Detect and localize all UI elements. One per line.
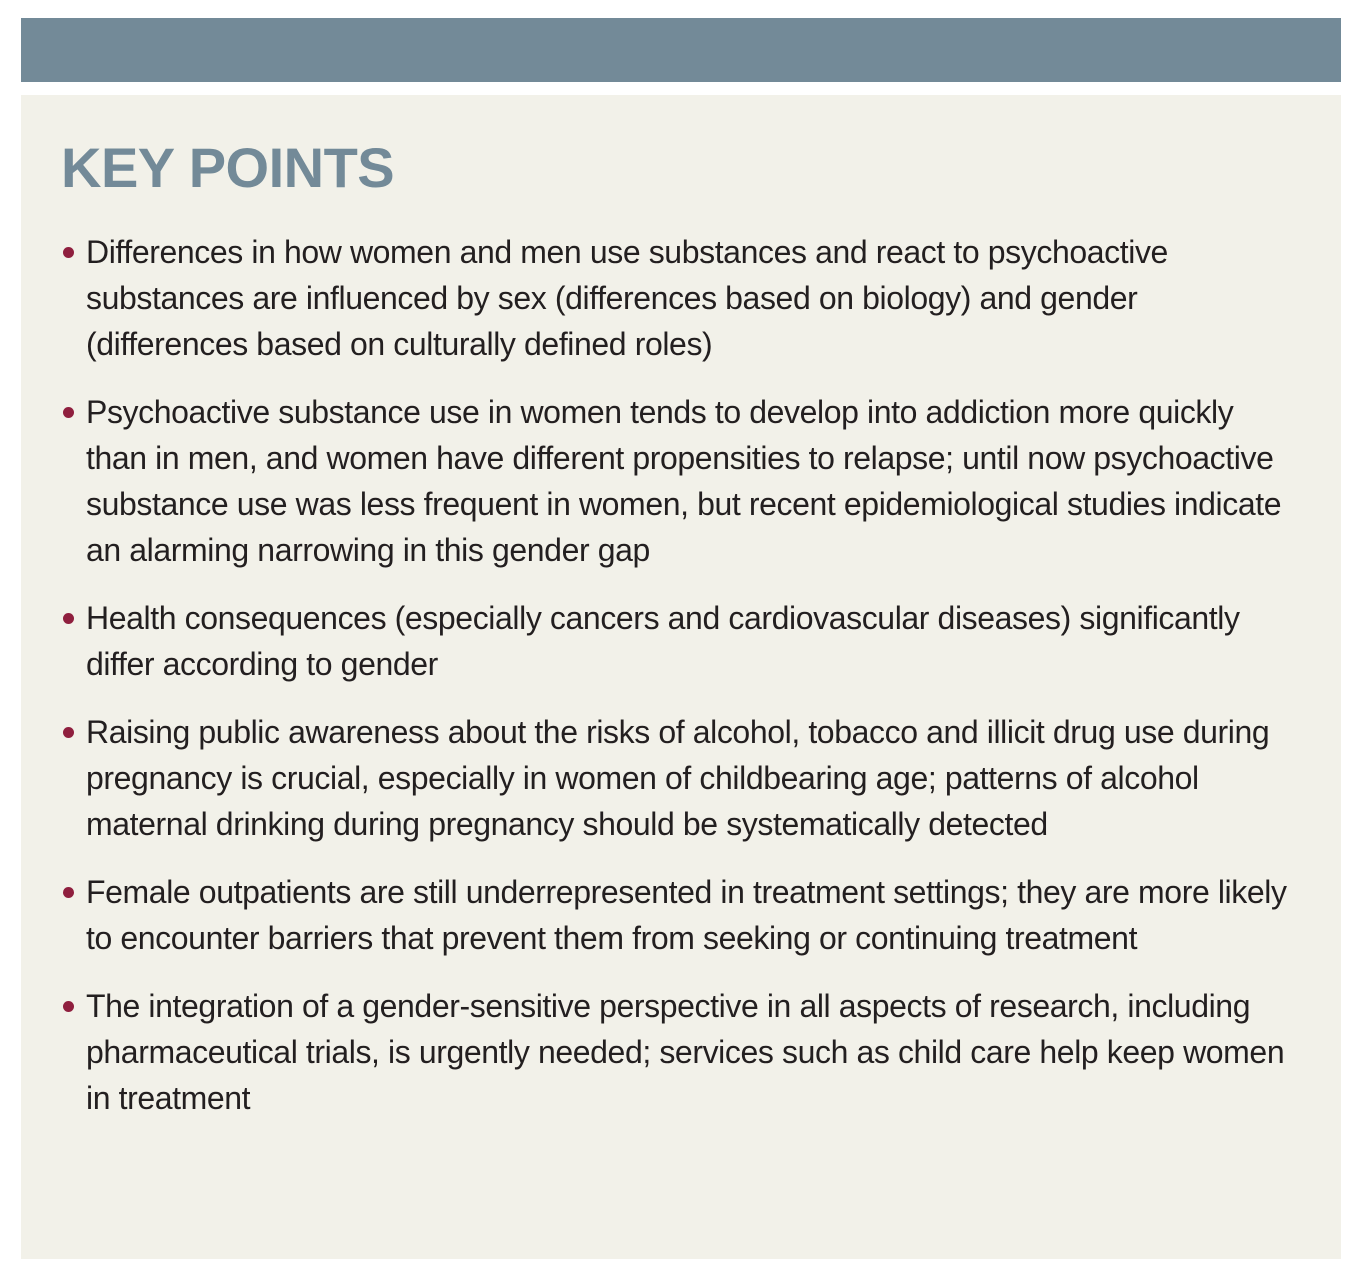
bullet-icon bbox=[63, 887, 74, 898]
key-point-text: Female outpatients are still underrepresented in treatment settings; they are more likely to encounter barriers that prevent them from seeking or continuing treatment bbox=[86, 874, 1287, 956]
header-bar bbox=[21, 18, 1341, 82]
key-point-text: Psychoactive substance use in women tends to develop into addiction more quickly than in men, and women have different propensities to relapse; until now psychoactive substance use was less frequent in women, but recent epidemiological studies indicate an alarming narrowing in this gender gap bbox=[86, 394, 1282, 568]
bullet-icon bbox=[63, 407, 74, 418]
key-point-text: Raising public awareness about the risks of alcohol, tobacco and illicit drug use during pregnancy is crucial, especially in women of childbearing age; patterns of alcohol maternal drinking during pregnancy should be systematically detected bbox=[86, 714, 1270, 842]
bullet-icon bbox=[63, 1001, 74, 1012]
key-point-item bbox=[61, 869, 1301, 961]
key-point-item bbox=[61, 595, 1301, 687]
key-point-text: The integration of a gender-sensitive perspective in all aspects of research, including pharmaceutical trials, is urgently needed; services such as child care help keep women in treatment bbox=[86, 988, 1285, 1116]
bullet-icon bbox=[63, 613, 74, 624]
key-points-title: KEY POINTS bbox=[61, 136, 395, 199]
bullet-icon bbox=[63, 727, 74, 738]
key-point-item bbox=[61, 229, 1301, 367]
key-point-item bbox=[61, 389, 1301, 573]
key-points-panel bbox=[21, 95, 1341, 1259]
key-point-item bbox=[61, 709, 1301, 847]
key-points-list bbox=[61, 229, 1301, 1121]
bullet-icon bbox=[63, 247, 74, 258]
key-point-text: Health consequences (especially cancers and cardiovascular diseases) significantly differ according to gender bbox=[86, 600, 1240, 682]
key-point-text: Differences in how women and men use substances and react to psychoactive substances are influenced by sex (differences based on biology) and gender (differences based on culturally defined roles) bbox=[86, 234, 1168, 362]
key-point-item bbox=[61, 983, 1301, 1121]
